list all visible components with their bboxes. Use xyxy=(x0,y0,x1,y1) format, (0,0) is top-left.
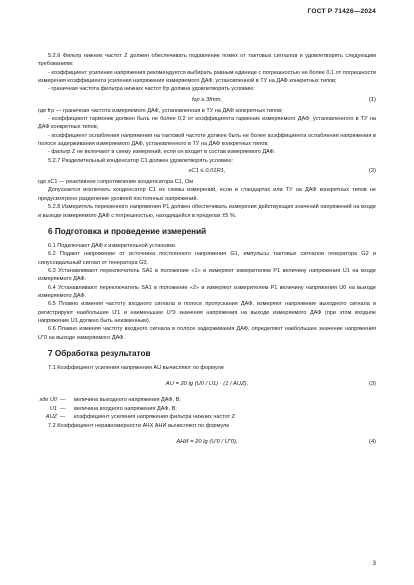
paragraph: 7.1 Коэффициент усиления напряжения AU вычисляют по формуле xyxy=(48,364,224,371)
paragraph: где fгр — граничная частота измеряемого ДАФ, установленная в ТУ на ДАФ конкретных типов; xyxy=(38,107,283,114)
formula-number: (2) xyxy=(368,168,376,175)
formula-number: (1) xyxy=(368,96,376,103)
formula-number: (3) xyxy=(368,381,376,388)
paragraph: 6.2 Подают напряжение от источника постоянного напряжения G1, импульсы тактовых сигналов генератора G2 и синусоидальный сигнал от генератора G3. xyxy=(38,251,376,266)
section-7-heading: 7 Обработка результатов xyxy=(48,348,151,358)
definition-symbol: U1 xyxy=(49,405,57,412)
page-content xyxy=(38,52,376,454)
paragraph: Допускается исключать конденсатор С1 из схемы измерений, если в стандартах или ТУ на ДАФ конкретных типов не предусмотрено разделение уровней постоянных напряжений. xyxy=(38,187,376,202)
paragraph: - фильтр Z не включают в схему измерений, если он входит в состав измеряемого ДАФ. xyxy=(48,149,276,156)
paragraph: где xС1 — реактивное сопротивление конденсатора С1, Ом xyxy=(38,179,194,186)
formula-number: (4) xyxy=(368,438,376,445)
paragraph: - коэффициент усиления напряжения рекомендуется выбирать равным единице с погрешностью не более 0,1 от погрешности измерения коэффициента усиления напряжения измеряемого ДАФ, установленной в ТУ на ДАФ конкретных типов; xyxy=(38,69,376,85)
formula-2 xyxy=(38,165,376,178)
page-number: 3 xyxy=(372,560,376,567)
formula-1 xyxy=(38,94,376,107)
definition-dash: — xyxy=(60,414,66,421)
standard-header: ГОСТ Р 71426—2024 xyxy=(307,8,376,15)
paragraph: 6.1 Подключают ДАФ к измерительной установке. xyxy=(48,242,177,249)
formula-expression: fгр ≥ 3fтт, xyxy=(191,96,223,103)
definition-text: величина входного напряжения ДАФ, В; xyxy=(74,405,177,412)
paragraph: - коэффициент гармоник должен быть не более 0,2 от коэффициента гармоник измеряемого ДАФ, установленного в ТУ на ДАФ конкретных типов; xyxy=(38,116,376,131)
paragraph: 6.4 Устанавливают переключатель SA1 в положение «2» и измеряют измерителем Р1 величину напряжения U0 на выходе измеряемого ДАФ. xyxy=(38,284,376,299)
paragraph: 7.2 Коэффициент неравномерности АЧХ AНИ вычисляют по формуле xyxy=(48,422,230,429)
formula-expression: AU = 20 lg (U0 / U1) · (1 / AUZ), xyxy=(165,381,249,388)
formula-expression: xС1 ≤ 0,01R1, xyxy=(188,168,226,175)
paragraph: 6.6 Плавно изменяя частоту входного сигнала в полосе задерживания ДАФ, определяют наибольшее значение напряжения U″0 на выходе измеряемого ДАФ. xyxy=(38,326,376,341)
definition-text: коэффициент усиления напряжения фильтра нижних частот Z xyxy=(74,414,236,421)
paragraph: 5.2.6 Фильтр нижних частот Z должен обеспечивать подавление помех от тактовых сигналов и удовлетворять следующим требованиям: xyxy=(38,53,376,68)
formula-expression: AНИ = 20 lg (U′0 / U″0), xyxy=(176,438,238,445)
definition-text: величина выходного напряжения ДАФ, В; xyxy=(74,397,181,404)
definition-symbol: AUZ xyxy=(45,414,57,421)
paragraph: - граничная частота фильтра нижних частот fгр должна удовлетворять условию: xyxy=(48,86,255,93)
paragraph: 6.5 Плавно изменяя частоту входного сигнала в полосе пропускания ДАФ, измеряют напряжение выходного сигнала и регистрируют наибольшее U′1 и наименьшее U″0 значения напряжения на выходе измеряемого ДАФ (при этом входное напряжение U1 должно быть неизменным). xyxy=(38,301,376,324)
definition-dash: — xyxy=(60,405,66,412)
symbol-definitions xyxy=(38,396,376,421)
section-6-heading: 6 Подготовка и проведение измерений xyxy=(48,226,207,236)
paragraph: 5.2.8 Измеритель переменного напряжения Р1 должен обеспечивать измерения действующих значений напряжений на входе и выходе измеряемого ДАФ с погрешностью, находящейся в пределах ±5 %. xyxy=(38,204,376,219)
paragraph: - коэффициент ослабления напряжения на тактовой частоте должен быть не более коэффициента ослабления напряжения в полосе задерживания измеряемого ДАФ, установленного в ТУ на ДАФ конкретных типов; xyxy=(38,132,376,148)
formula-4 xyxy=(38,430,376,454)
definition-symbol: где U0 xyxy=(39,397,57,404)
formula-3 xyxy=(38,372,376,396)
definition-dash: — xyxy=(60,397,66,404)
paragraph: 5.2.7 Разделительный конденсатор С1 должен удовлетворять условию: xyxy=(48,157,233,164)
paragraph: 6.3 Устанавливают переключатель SA1 в положение «1» и измеряют измерителем Р1 величину напряжения U1 на входе измеряемого ДАФ. xyxy=(38,267,376,283)
